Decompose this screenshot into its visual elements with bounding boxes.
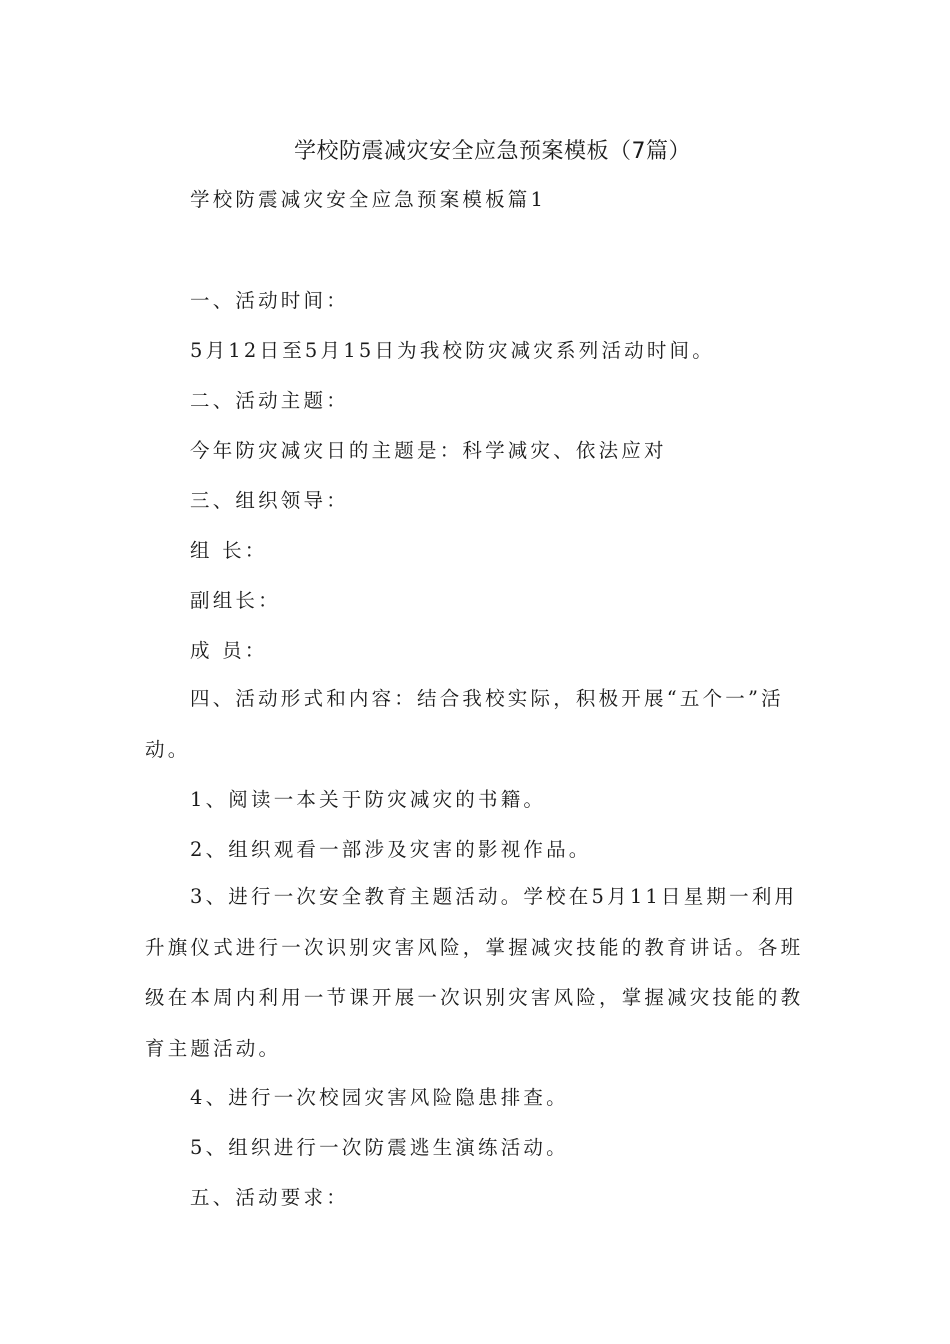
section-heading-time: 一、活动时间： (190, 289, 349, 312)
list-item-4: 4、进行一次校园灾害风险隐患排查。 (190, 1086, 569, 1109)
members-label: 成 员： (190, 639, 268, 662)
list-item-2: 2、组织观看一部涉及灾害的影视作品。 (190, 838, 592, 861)
activity-time-text: 5月12日至5月15日为我校防灾减灾系列活动时间。 (190, 339, 715, 362)
list-item-5: 5、组织进行一次防震逃生演练活动。 (190, 1136, 569, 1159)
theme-text: 今年防灾减灾日的主题是：科学减灾、依法应对 (190, 439, 667, 462)
section-heading-organization: 三、组织领导： (190, 489, 349, 512)
section-heading-theme: 二、活动主题： (190, 389, 349, 412)
list-item-3-paragraph: 3、进行一次安全教育主题活动。学校在5月11日星期一利用升旗仪式进行一次识别灾害风险，掌握减灾技能的教育讲话。各班级在本周内利用一节课开展一次识别灾害风险，掌握减灾技能的教育主题活动。 (145, 885, 804, 1060)
document-subtitle: 学校防震减灾安全应急预案模板篇1 (190, 188, 547, 211)
section-heading-requirements: 五、活动要求： (190, 1186, 349, 1209)
list-item-1: 1、阅读一本关于防灾减灾的书籍。 (190, 788, 547, 811)
section-activity-form-paragraph: 四、活动形式和内容：结合我校实际，积极开展“五个一”活动。 (145, 687, 784, 761)
document-title: 学校防震减灾安全应急预案模板（7篇） (294, 139, 691, 164)
deputy-leader-label: 副组长： (190, 589, 281, 612)
team-leader-label: 组 长： (190, 539, 268, 562)
